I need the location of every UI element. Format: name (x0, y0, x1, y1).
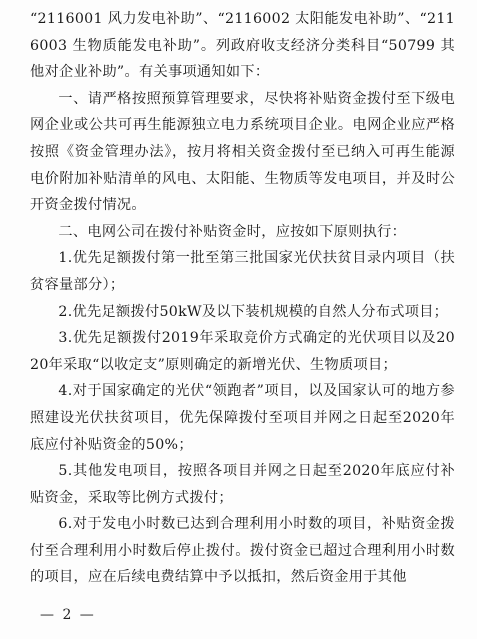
document-body (30, 6, 455, 591)
paragraph-item-two: 二、电网公司在拨付补贴资金时，应按如下原则执行： (58, 223, 407, 240)
paragraph-rule-4: 4.对于国家确定的光伏“领跑者”项目，以及国家认可的地方参照建设光伏扶贫项目，优先保障拨付至项目并网之日起至2020年底应付补贴资金的50%； (30, 383, 455, 453)
paragraph-rule-3: 3.优先足额拨付2019年采取竞价方式确定的光伏项目以及2020年采取“以收定支”原则确定的新增光伏、生物质项目； (30, 330, 455, 373)
paragraph-rule-2: 2.优先足额拨付50kW及以下装机规模的自然人分布式项目； (58, 303, 449, 320)
paragraph-item-one: 一、请严格按照预算管理要求，尽快将补贴资金拨付至下级电网企业或公共可再生能源独立电力系统项目企业。电网企业应严格按照《资金管理办法》，按月将相关资金拨付至已纳入可再生能源电价附加补贴清单的风电、太阳能、生物质等发电项目，并及时公开资金拨付情况。 (30, 90, 455, 214)
paragraph-budget-classification: “2116001 风力发电补助”、“2116002 太阳能发电补助”、“2116003 生物质能发电补助”。列政府收支经济分类科目“50799 其他对企业补助”。有关事项通知如下： (30, 11, 455, 81)
paragraph-rule-1: 1.优先足额拨付第一批至第三批国家光伏扶贫目录内项目（扶贫容量部分）； (30, 250, 455, 293)
paragraph-rule-6: 6.对于发电小时数已达到合理利用小时数的项目，补贴资金拨付至合理利用小时数后停止拨付。拨付资金已超过合理利用小时数的项目，应在后续电费结算中予以抵扣，然后资金用于其他 (30, 516, 455, 586)
page-number: — 2 — (40, 607, 96, 623)
paragraph-rule-5: 5.其他发电项目，按照各项目并网之日起至2020年底应付补贴资金，采取等比例方式拨付； (30, 463, 455, 506)
